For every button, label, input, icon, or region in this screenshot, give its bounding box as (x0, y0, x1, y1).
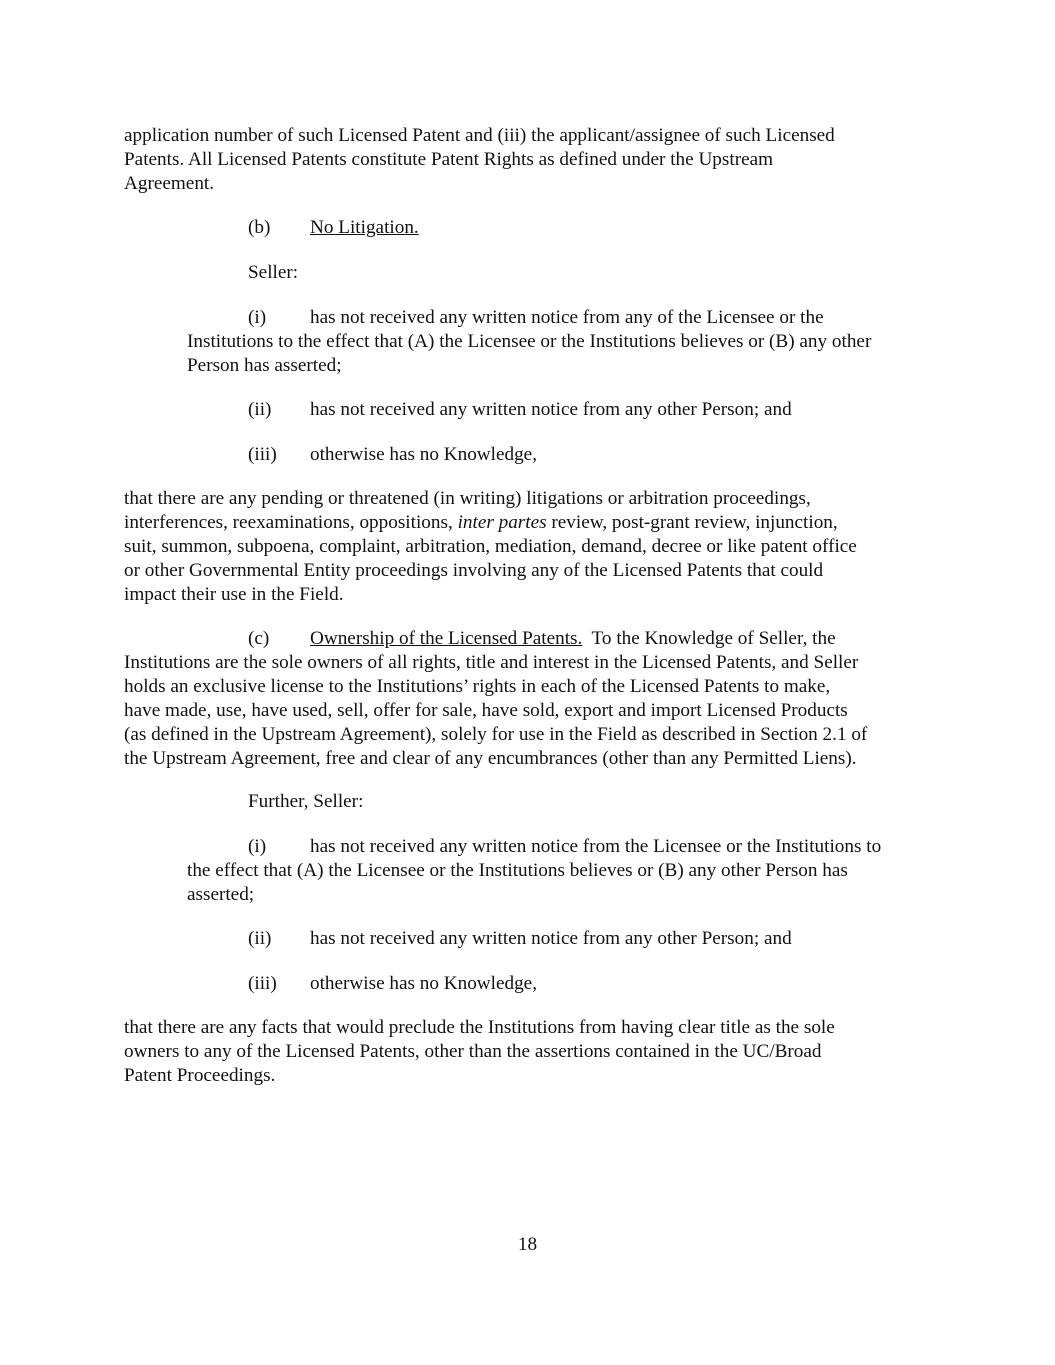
text-line: the Upstream Agreement, free and clear of any encumbrances (other than any Permitted Liens). (124, 748, 857, 769)
list-item-ii (248, 927, 792, 951)
text-line: has not received any written notice from any other Person; and (310, 399, 792, 420)
item-number: (i) (248, 836, 267, 857)
paragraph-proceedings (124, 487, 936, 607)
item-number: (iii) (248, 444, 277, 465)
text-line: has not received any written notice from any other Person; and (310, 928, 792, 949)
text-line: Patent Proceedings. (124, 1065, 276, 1086)
text-line: have made, use, have used, sell, offer for sale, have sold, export and import Licensed Products (124, 700, 848, 721)
text-line: or other Governmental Entity proceedings involving any of the Licensed Patents that could (124, 560, 824, 581)
list-item-i (187, 835, 936, 907)
text-line: Agreement. (124, 173, 215, 194)
text-line: impact their use in the Field. (124, 584, 344, 605)
text-line: holds an exclusive license to the Institutions’ rights in each of the Licensed Patents to make, (124, 676, 831, 697)
text-fragment: review, post-grant review, injunction, (546, 512, 838, 533)
text-line: asserted; (187, 884, 255, 905)
item-number: (ii) (248, 928, 272, 949)
item-number: (ii) (248, 399, 272, 420)
text-line: otherwise has no Knowledge, (310, 444, 537, 465)
list-item-iii (248, 972, 537, 996)
text-fragment: To the Knowledge of Seller, the (582, 628, 836, 649)
text-line: application number of such Licensed Patent and (iii) the applicant/assignee of such Licensed (124, 125, 835, 146)
text-fragment: interferences, reexaminations, oppositions, (124, 512, 458, 533)
list-item-iii (248, 443, 537, 467)
italic-term: inter partes (457, 512, 547, 533)
text-line: owners to any of the Licensed Patents, other than the assertions contained in the UC/Broad (124, 1041, 822, 1062)
section-number: (c) (248, 628, 270, 649)
section-b-heading (248, 216, 419, 240)
paragraph-licensed-patents (124, 124, 936, 196)
text-line: Institutions to the effect that (A) the Licensee or the Institutions believes or (B) any other (187, 331, 872, 352)
further-seller-label: Further, Seller: (248, 791, 364, 812)
list-item-ii (248, 398, 792, 422)
item-number: (iii) (248, 973, 277, 994)
text-line: suit, summon, subpoena, complaint, arbitration, mediation, demand, decree or like patent office (124, 536, 857, 557)
text-line: Person has asserted; (187, 355, 342, 376)
text-line: that there are any facts that would preclude the Institutions from having clear title as the sole (124, 1017, 835, 1038)
text-line: has not received any written notice from any of the Licensee or the (310, 307, 824, 328)
section-c-paragraph (124, 627, 936, 771)
paragraph-clear-title (124, 1016, 936, 1088)
text-line: has not received any written notice from the Licensee or the Institutions to (310, 836, 882, 857)
section-number: (b) (248, 217, 271, 238)
text-line: that there are any pending or threatened (in writing) litigations or arbitration proceedings, (124, 488, 811, 509)
section-title: Ownership of the Licensed Patents. (310, 628, 583, 649)
text-line: otherwise has no Knowledge, (310, 973, 537, 994)
section-title: No Litigation. (310, 217, 419, 238)
text-line: the effect that (A) the Licensee or the Institutions believes or (B) any other Person has (187, 860, 848, 881)
item-number: (i) (248, 307, 267, 328)
text-line: (as defined in the Upstream Agreement), solely for use in the Field as described in Section 2.1 of (124, 724, 868, 745)
text-line: Institutions are the sole owners of all rights, title and interest in the Licensed Patents, and Seller (124, 652, 859, 673)
list-item-i (187, 306, 936, 378)
page-number: 18 (517, 1234, 538, 1255)
seller-label: Seller: (248, 262, 299, 283)
text-line: Patents. All Licensed Patents constitute Patent Rights as defined under the Upstream (124, 149, 774, 170)
